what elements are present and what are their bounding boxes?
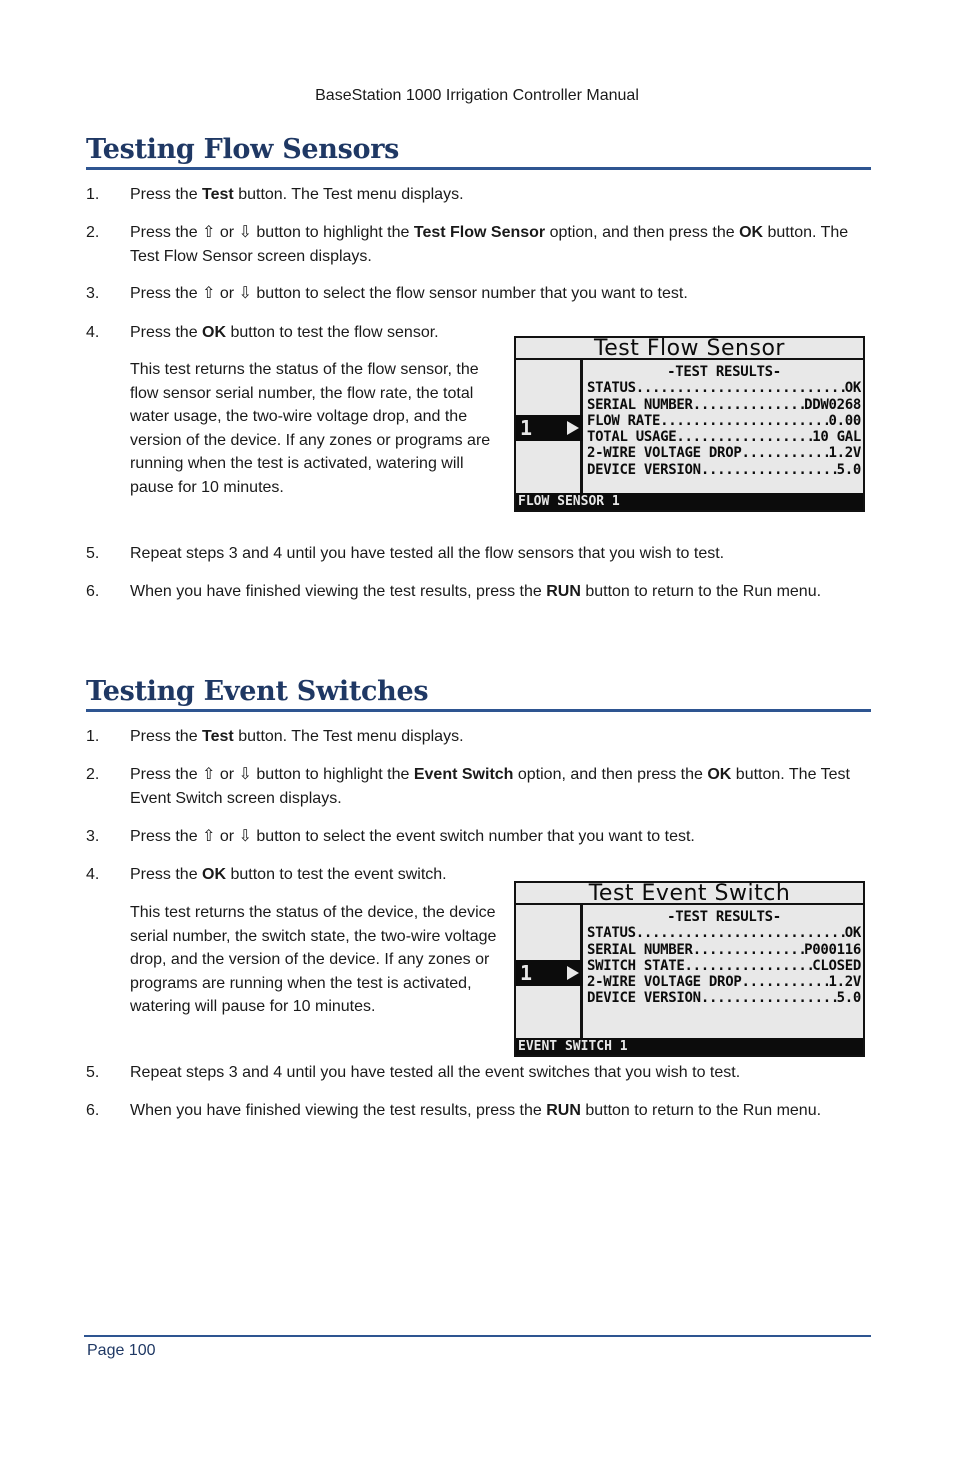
- lcd-footer: FLOW SENSOR 1: [516, 493, 863, 510]
- step-text: Press the Test button. The Test menu displays.: [130, 186, 464, 203]
- step-5: [86, 1061, 871, 1085]
- step-number: 1.: [86, 186, 100, 203]
- lcd-results: [587, 364, 861, 478]
- step-1: [86, 725, 871, 749]
- running-header: BaseStation 1000 Irrigation Controller Manual: [315, 87, 639, 104]
- step-number: 6.: [86, 1102, 100, 1119]
- lcd-body: [516, 360, 863, 495]
- lcd-results-heading: -TEST RESULTS-: [667, 364, 781, 380]
- step-2: [86, 763, 871, 811]
- step-number: 3.: [86, 285, 100, 302]
- lcd-screen-flow-sensor: [514, 336, 865, 512]
- step-number: 4.: [86, 324, 100, 341]
- section-title-flow-sensors: [86, 134, 871, 170]
- step-number: 4.: [86, 866, 100, 883]
- section-heading: Testing Event Switches: [86, 676, 871, 712]
- step-number: 2.: [86, 224, 100, 241]
- step-text: Press the ⇧ or ⇩ button to select the flow sensor number that you want to test.: [130, 285, 688, 302]
- lcd-row: SERIAL NUMBER ..... P000116: [587, 942, 861, 958]
- step-text: Press the ⇧ or ⇩ button to highlight the Test Flow Sensor option, and then press the OK button. The Test Flow Sensor screen displays.: [130, 224, 849, 265]
- lcd-selected-item: 1: [516, 960, 583, 986]
- lcd-row: STATUS ..... OK: [587, 925, 861, 941]
- step-text: Press the OK button to test the event switch.: [130, 866, 447, 883]
- lcd-body: [516, 905, 863, 1040]
- step-description: This test returns the status of the flow sensor, the flow sensor serial number, the flow rate, the total water usage, the two-wire voltage drop, and the version of the device. If any zones or programs are running when the test is activated, watering will pause for 10 minutes.: [130, 361, 491, 496]
- lcd-row: SERIAL NUMBER ..... DDW0268: [587, 397, 861, 413]
- lcd-screen-event-switch: [514, 881, 865, 1057]
- lcd-row: DEVICE VERSION ..... 5.0: [587, 462, 861, 478]
- step-text: Press the Test button. The Test menu displays.: [130, 728, 464, 745]
- lcd-footer: EVENT SWITCH 1: [516, 1038, 863, 1055]
- step-text: Repeat steps 3 and 4 until you have tested all the event switches that you wish to test.: [130, 1064, 741, 1081]
- lcd-title: Test Flow Sensor: [516, 338, 863, 360]
- section-heading: Testing Flow Sensors: [86, 134, 871, 170]
- step-description: This test returns the status of the device, the device serial number, the switch state, the two-wire voltage drop, and the version of the device. If any zones or programs are running when the test is activated, watering will pause for 10 minutes.: [130, 904, 497, 1015]
- selector-arrow-icon: [567, 966, 579, 980]
- step-text: Press the ⇧ or ⇩ button to highlight the Event Switch option, and then press the OK button. The Test Event Switch screen displays.: [130, 766, 850, 807]
- page-number: Page 100: [87, 1342, 156, 1359]
- step-3: [86, 282, 871, 306]
- lcd-row: DEVICE VERSION ..... 5.0: [587, 990, 861, 1006]
- step-text: Repeat steps 3 and 4 until you have tested all the flow sensors that you wish to test.: [130, 545, 725, 562]
- step-number: 5.: [86, 1064, 100, 1081]
- step-number: 6.: [86, 583, 100, 600]
- footer-divider: [84, 1335, 871, 1337]
- step-1: [86, 183, 871, 207]
- lcd-row: STATUS ..... OK: [587, 380, 861, 396]
- step-text: Press the ⇧ or ⇩ button to select the event switch number that you want to test.: [130, 828, 695, 845]
- step-text: When you have finished viewing the test results, press the RUN button to return to the Run menu.: [130, 583, 822, 600]
- lcd-row: TOTAL USAGE ..... 10 GAL: [587, 429, 861, 445]
- lcd-results-heading: -TEST RESULTS-: [667, 909, 781, 925]
- step-6: [86, 580, 871, 604]
- step-number: 1.: [86, 728, 100, 745]
- selector-arrow-icon: [567, 421, 579, 435]
- lcd-selected-item: 1: [516, 415, 583, 441]
- step-number: 2.: [86, 766, 100, 783]
- lcd-row: 2-WIRE VOLTAGE DROP ..... 1.2V: [587, 974, 861, 990]
- step-5: [86, 542, 871, 566]
- lcd-title: Test Event Switch: [516, 883, 863, 905]
- step-number: 3.: [86, 828, 100, 845]
- step-2: [86, 221, 871, 269]
- step-6: [86, 1099, 871, 1123]
- step-number: 5.: [86, 545, 100, 562]
- step-text: When you have finished viewing the test results, press the RUN button to return to the Run menu.: [130, 1102, 822, 1119]
- lcd-row: FLOW RATE ..... 0.00: [587, 413, 861, 429]
- step-text: Press the OK button to test the flow sensor.: [130, 324, 439, 341]
- lcd-results: [587, 909, 861, 1007]
- section-title-event-switches: [86, 676, 871, 712]
- step-3: [86, 825, 871, 849]
- lcd-row: SWITCH STATE ..... CLOSED: [587, 958, 861, 974]
- lcd-row: 2-WIRE VOLTAGE DROP ..... 1.2V: [587, 445, 861, 461]
